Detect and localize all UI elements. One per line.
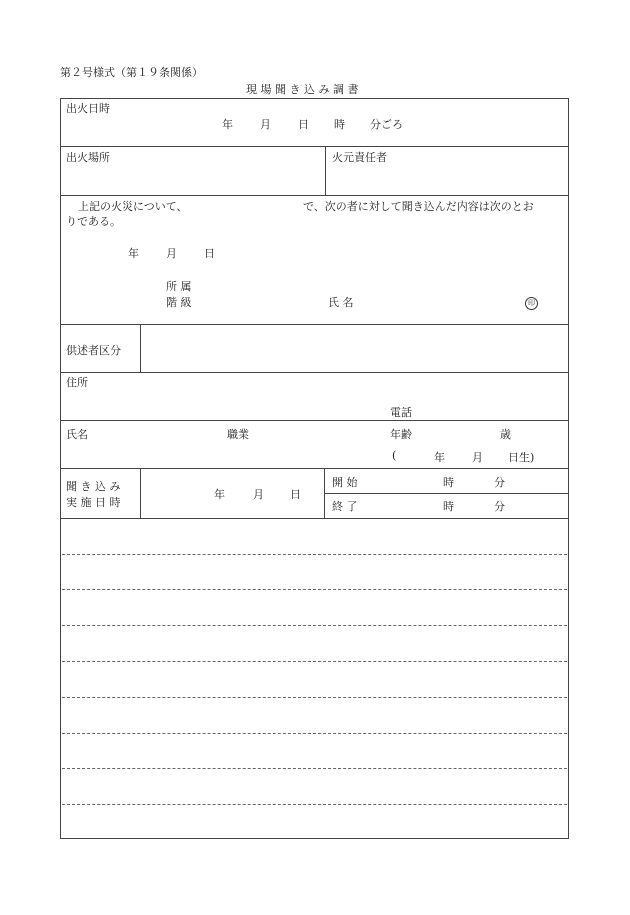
seal-icon: 印 <box>525 297 538 310</box>
affiliation-label: 所 属 <box>166 280 192 293</box>
fire-year: 年 <box>222 118 233 131</box>
divider <box>325 146 326 195</box>
ruled-line <box>62 589 567 590</box>
start-label: 開 始 <box>332 476 358 489</box>
page-title: 現 場 聞 き 込 み 調 書 <box>246 83 359 96</box>
respondent-category-label: 供述者区分 <box>66 344 121 357</box>
ruled-line <box>62 625 567 626</box>
ruled-line <box>62 554 567 555</box>
fire-day: 日 <box>298 118 309 131</box>
end-hour: 時 <box>443 500 454 513</box>
phone-label: 電話 <box>390 406 412 419</box>
officer-name-label: 氏 名 <box>328 296 354 309</box>
fire-origin-label: 火元責任者 <box>332 151 387 164</box>
ruled-line <box>62 768 567 769</box>
fire-datetime-label: 出火日時 <box>66 102 110 115</box>
divider <box>60 468 569 469</box>
person-name-label: 氏名 <box>66 428 88 441</box>
statement-day: 日 <box>204 247 215 260</box>
statement-text-pre: 上記の火災について、 <box>78 200 188 213</box>
fire-month: 月 <box>260 118 271 131</box>
rank-label: 階 級 <box>166 296 192 309</box>
birth-year: 年 <box>434 451 445 464</box>
divider <box>324 493 569 494</box>
statement-text-line2: りである。 <box>66 215 121 228</box>
divider <box>60 324 569 325</box>
interview-year: 年 <box>214 488 225 501</box>
interview-label-line1: 聞 き 込 み <box>66 480 121 493</box>
start-hour: 時 <box>443 476 454 489</box>
divider <box>60 420 569 421</box>
occupation-label: 職業 <box>227 428 249 441</box>
end-label: 終 了 <box>332 500 358 513</box>
divider <box>60 372 569 373</box>
birth-day: 日生) <box>508 451 535 464</box>
fire-minute: 分ごろ <box>370 118 403 131</box>
start-minute: 分 <box>494 476 505 489</box>
ruled-line <box>62 804 567 805</box>
divider <box>60 195 569 196</box>
statement-month: 月 <box>166 247 177 260</box>
birth-month: 月 <box>472 451 483 464</box>
divider <box>60 518 569 519</box>
ruled-line <box>62 733 567 734</box>
ruled-line <box>62 697 567 698</box>
birth-open: ( <box>392 449 397 462</box>
form-number: 第２号様式（第１９条関係） <box>60 66 203 79</box>
ruled-line <box>62 661 567 662</box>
divider <box>140 468 141 518</box>
fire-place-label: 出火場所 <box>66 151 110 164</box>
age-unit: 歳 <box>500 428 511 441</box>
divider <box>60 146 569 147</box>
divider <box>324 468 325 518</box>
statement-year: 年 <box>128 247 139 260</box>
address-label: 住所 <box>66 376 88 389</box>
statement-text-post: で、次の者に対して聞き込んだ内容は次のとお <box>303 200 534 213</box>
interview-label-line2: 実 施 日 時 <box>66 496 121 509</box>
fire-hour: 時 <box>334 118 345 131</box>
age-label: 年齢 <box>390 428 412 441</box>
end-minute: 分 <box>494 500 505 513</box>
interview-month: 月 <box>253 488 264 501</box>
interview-day: 日 <box>290 488 301 501</box>
divider <box>140 324 141 372</box>
seal-mark <box>525 295 538 310</box>
